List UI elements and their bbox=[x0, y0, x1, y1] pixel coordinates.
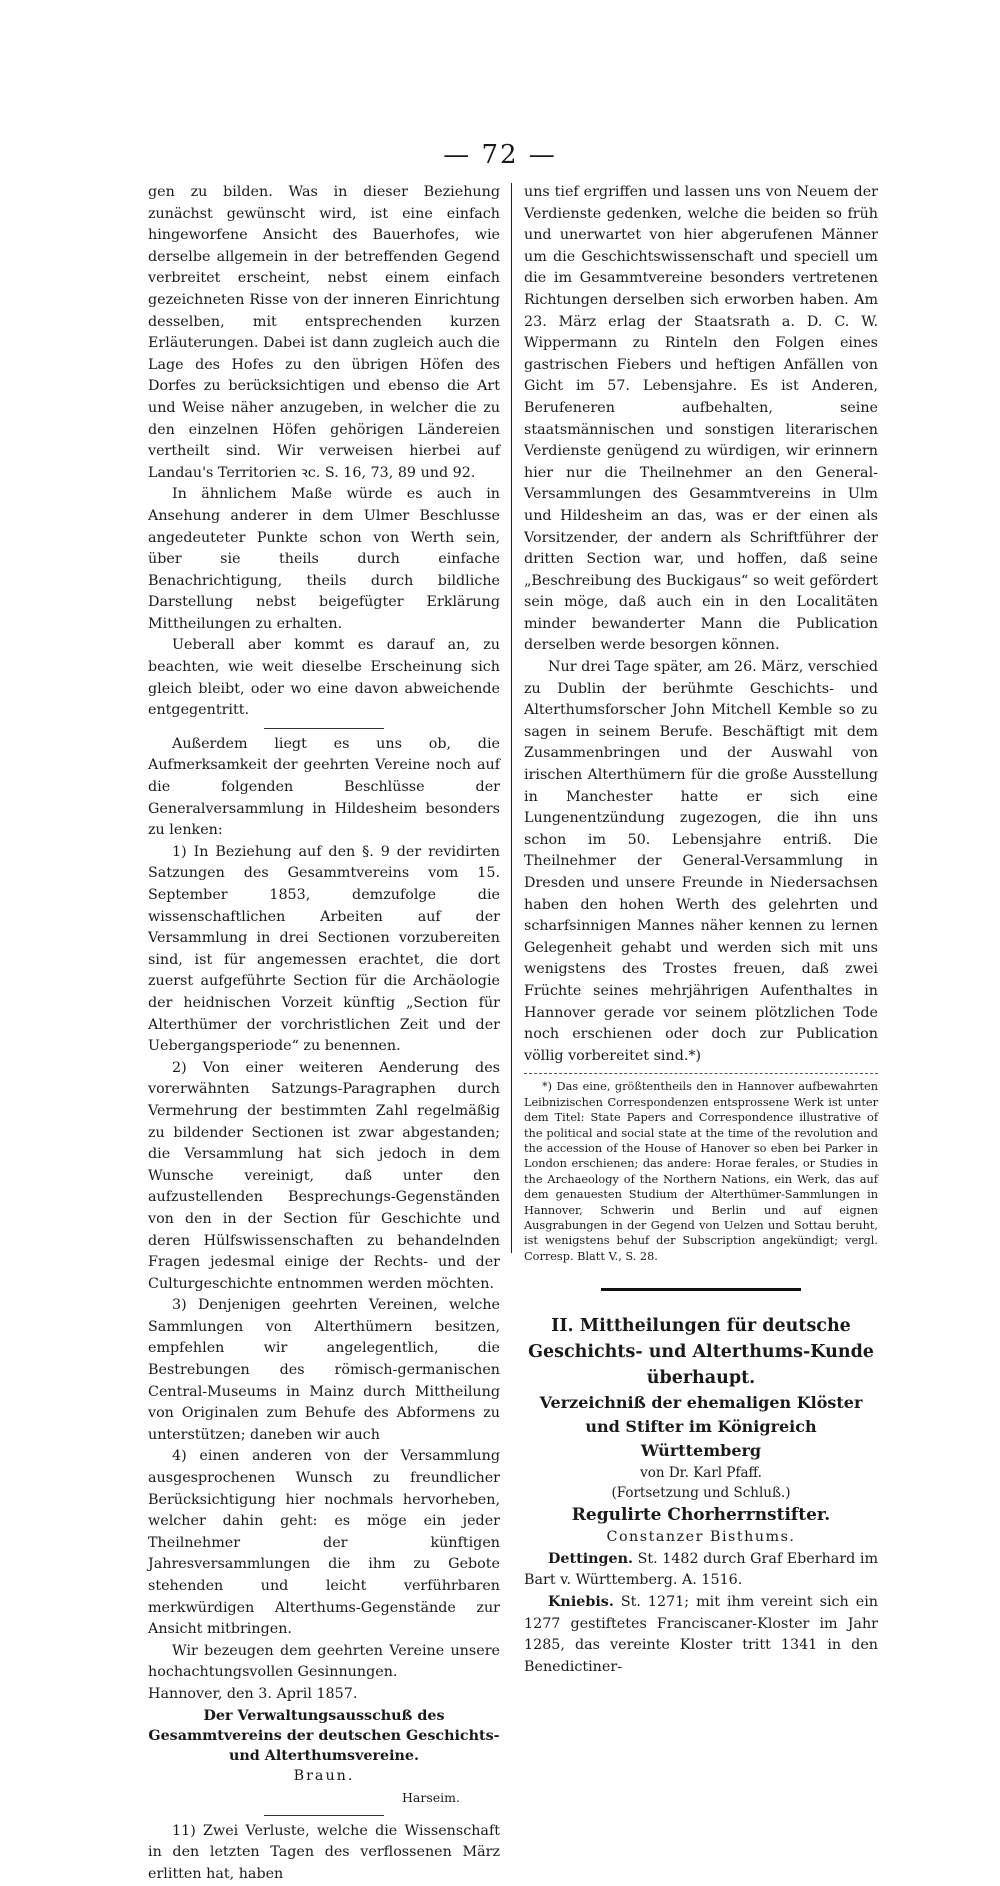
continuation-note: (Fortsetzung und Schluß.) bbox=[611, 1485, 791, 1502]
column-divider bbox=[511, 183, 512, 1253]
list-item bbox=[524, 1592, 878, 1678]
paragraph: In ähnlichem Maße würde es auch in Ansehung anderer in dem Ulmer Beschlusse angedeuteter Punkte schon von Werth sein, über sie theils durch einfache Benachrichtigung, theils durch bildliche Darstellung nebst beigefügter Erklärung Mittheilungen zu erhalten. bbox=[148, 486, 500, 632]
entry-name: Kniebis. bbox=[548, 1594, 614, 1610]
entry-text: St. 1271; mit ihm vereint sich ein 1277 gestiftetes Franciscaner-Kloster im Jahr 1285, das vereinte Kloster tritt 1341 in den Benedictiner- bbox=[524, 1594, 878, 1675]
section-rule bbox=[601, 1288, 801, 1291]
diocese-label: Constanzer Bisthums. bbox=[606, 1529, 796, 1546]
committee-name: Der Verwaltungsausschuß des Gesammtvereins der deutschen Geschichts- und Alterthumsvereine. bbox=[148, 1707, 500, 1764]
paragraph: 1) In Beziehung auf den §. 9 der revidirten Satzungen des Gesammtvereins vom 15. September 1853, demzufolge die wissenschaftlichen Arbeiten auf der Versammlung in drei Sectionen vorzubereiten sind, ist für angemessen erachtet, die dort zuerst aufgeführte Section für die Archäologie der heidnischen Vorzeit künftig „Section für Alterthümer der vorchristlichen Zeit und der Uebergangsperiode“ zu benennen. bbox=[148, 843, 500, 1055]
paragraph: Wir bezeugen dem geehrten Vereine unsere hochachtungsvollen Gesinnungen. bbox=[148, 1642, 500, 1681]
paragraph: 2) Von einer weiteren Aenderung des vorerwähnten Satzungs-Paragraphen durch Vermehrung der bestimmten Zahl regelmäßig zu bildender Sectionen ist zwar abgestanden; die Versammlung hat sich jedoch in dem Wunsche vereinigt, daß unter den aufzustellenden Besprechungs-Gegenständen von den in der Section für Geschichte und deren Hülfswissenschaften zu behandelnden Fragen jedesmal einige der Rechts- und der Culturgeschichte entnommen werden möchten. bbox=[148, 1059, 500, 1292]
entry-name: Dettingen. bbox=[548, 1550, 633, 1567]
closing-place-date: Hannover, den 3. April 1857. bbox=[148, 1685, 358, 1702]
footnote bbox=[524, 1079, 878, 1264]
paragraph: Nur drei Tage später, am 26. März, verschied zu Dublin der berühmte Geschichts- und Alterthumsforscher John Mitchell Kemble so zu sagen in seinem Berufe. Beschäftigt mit dem Zusammenbringen und der Auswahl von irischen Alterthümern für die große Ausstellung in Manchester hatte er sich eine Lungenentzündung zugezogen, die ihn uns schon im 50. Lebensjahre entriß. Die Theilnehmer der General-Versammlung in Dresden und unsere Freunde in Niedersachsen haben den hohen Werth des gelehrten und scharfsinnigen Mannes näher kennen zu lernen Gelegenheit gehabt und werden sich mit uns wenigstens des Trostes freuen, daß zwei Früchte seines mehrjährigen Aufenthaltes in Hannover gerade vor seinem plötzlichen Tode noch erschienen oder doch zur Publication völlig vorbereitet sind.*) bbox=[524, 659, 878, 1064]
page-number: — 72 — bbox=[443, 140, 557, 170]
signer-name: Braun. bbox=[293, 1767, 355, 1784]
footnote-rule bbox=[524, 1073, 878, 1074]
footnote-text: *) Das eine, größtentheils den in Hannover aufbewahrten Leibnizischen Correspondenzen entsprossene Werk ist unter dem Titel: State Papers and Correspondence illustrative of the political and social state at the time of the revolution and the accession of the House of Hanover so eben bei Parker in London erschienen; das andere: Horae ferales, or Studies in the Archaeology of the Northern Nations, ein Werk, das auf dem genauesten Studium der Alterthümer-Sammlungen in Hannover, Schwerin und Berlin und auf eignen Ausgrabungen in der Gegend von Uelzen und Sottau beruht, ist wenigstens behuf der Subscription angekündigt; vergl. Corresp. Blatt V., S. 28. bbox=[524, 1080, 878, 1263]
signer-name: Harseim. bbox=[402, 1790, 460, 1806]
paragraph: Außerdem liegt es uns ob, die Aufmerksamkeit der geehrten Vereine noch auf die folgenden Beschlüsse der Generalversammlung in Hildesheim besonders zu lenken: bbox=[148, 735, 500, 839]
section-heading: II. Mittheilungen für deutsche Geschichts- und Alterthums-Kunde überhaupt. bbox=[528, 1316, 874, 1389]
paragraph: Ueberall aber kommt es darauf an, zu beachten, wie weit dieselbe Erscheinung sich gleich bleibt, oder wo eine davon abweichende entgegentritt. bbox=[148, 637, 500, 719]
separator-rule bbox=[264, 1815, 384, 1816]
entry-text: St. 1482 durch Graf Eberhard im Bart v. Württemberg. A. 1516. bbox=[524, 1550, 879, 1589]
group-heading: Regulirte Chorherrnstifter. bbox=[571, 1505, 831, 1526]
list-item bbox=[524, 1549, 878, 1592]
paragraph: uns tief ergriffen und lassen uns von Neuem der Verdienste gedenken, welche die beiden so früh und unerwartet von hier abgerufenen Männer um die Geschichtswissenschaft und speciell um die im Gesammtvereine besonders vertretenen Richtungen derselben sich erworben haben. Am 23. März erlag der Staatsrath a. D. C. W. Wippermann zu Rinteln den Folgen eines gastrischen Fiebers und heftigen Anfällen von Gicht im 57. Lebensjahre. Es ist Anderen, Berufeneren aufbehalten, seine staatsmännischen und sonstigen literarischen Verdienste genügend zu würdigen, wir erinnern hier nur die Theilnehmer an den General-Versammlungen des Gesammtvereins in Ulm und Hildesheim an das, was er der einen als Vorsitzender, der andern als Schriftführer der dritten Section war, und hoffen, daß seine „Beschreibung des Buckigaus“ so weit gefördert sein möge, daß auch ein in den Localitäten minder bewanderter Mann die Publication derselben werde besorgen können. bbox=[524, 184, 878, 654]
right-column bbox=[524, 182, 878, 1678]
separator-rule bbox=[264, 728, 384, 729]
paragraph: 3) Denjenigen geehrten Vereinen, welche Sammlungen von Alterthümern besitzen, empfehlen wir angelegentlich, die Bestrebungen des römisch-germanischen Central-Museums in Mainz durch Mittheilung von Originalen zum Behufe des Abformens zu unterstützen; daneben wir auch bbox=[148, 1297, 500, 1443]
paragraph: gen zu bilden. Was in dieser Beziehung zunächst gewünscht wird, ist eine einfach hingeworfene Ansicht des Bauerhofes, wie derselbe allgemein in der betreffenden Gegend verbreitet erscheint, nebst einem einfach gezeichneten Risse von der inneren Einrichtung desselben, mit entsprechenden kurzen Erläuterungen. Dabei ist dann zugleich auch die Lage des Hofes zu den übrigen Höfen des Dorfes zu berücksichtigen und ebenso die Art und Weise näher anzugeben, in welcher die zu den einzelnen Höfen gehörigen Ländereien vertheilt sind. Wir verweisen hierbei auf Landau's Territorien ꝛc. S. 16, 73, 89 und 92. bbox=[148, 184, 500, 481]
paragraph: 4) einen anderen von der Versammlung ausgesprochenen Wunsch zu freundlicher Berücksichtigung hier nochmals hervorheben, welcher dahin geht: es möge ein jeder Theilnehmer der künftigen Jahresversammlungen die ihm zu Gebote stehenden und leicht verführbaren merkwürdigen Alterthums-Gegenstände zur Ansicht mitbringen. bbox=[148, 1448, 500, 1638]
left-column bbox=[148, 182, 500, 1886]
paragraph: 11) Zwei Verluste, welche die Wissenschaft in den letzten Tagen des verflossenen März erlitten hat, haben bbox=[148, 1822, 500, 1882]
article-title: Verzeichniß der ehemaligen Klöster und Stifter im Königreich Württemberg bbox=[539, 1393, 863, 1461]
article-author: von Dr. Karl Pfaff. bbox=[640, 1465, 762, 1482]
